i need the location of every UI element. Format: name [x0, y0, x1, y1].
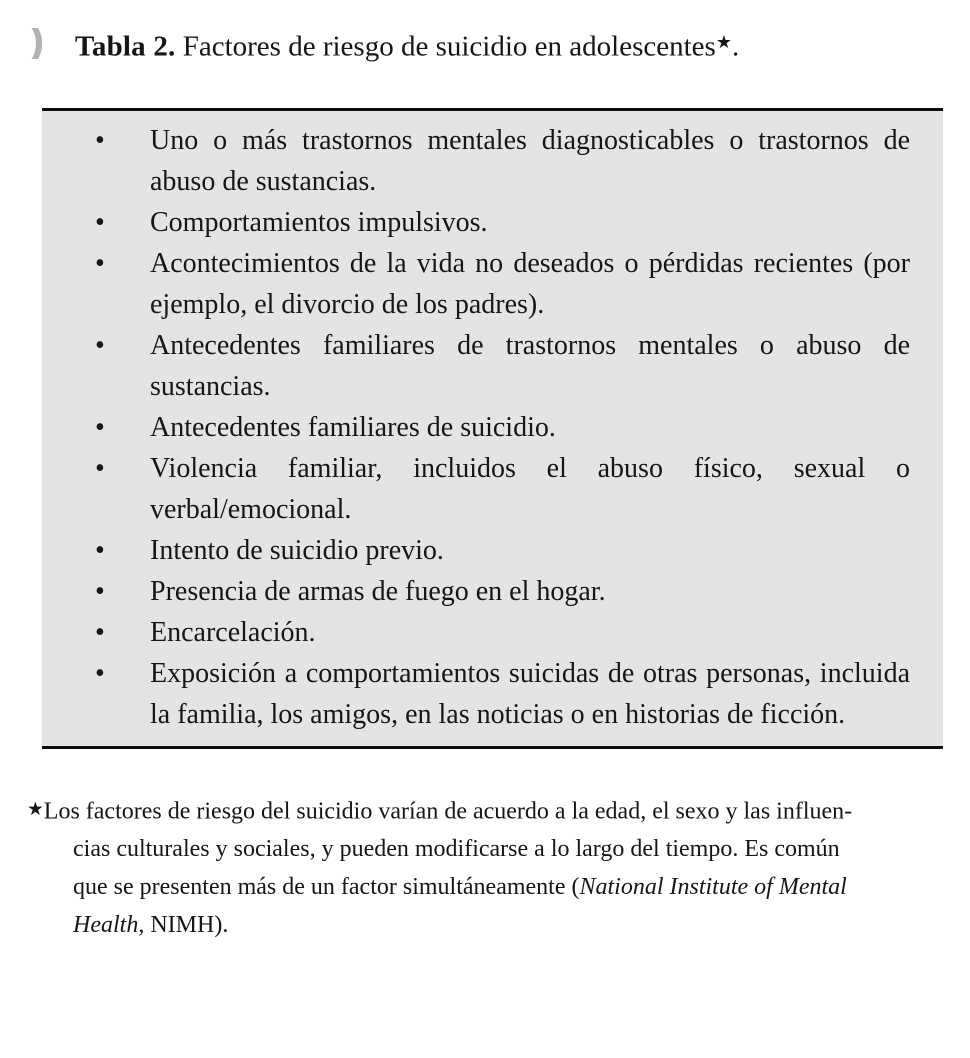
table-figure — [0, 25, 970, 944]
caption-marker-icon — [30, 28, 47, 59]
footnote-line — [27, 868, 952, 906]
bullet-icon: • — [95, 575, 105, 607]
risk-factor-text: Antecedentes familiares de suicidio. — [150, 411, 556, 443]
table-caption — [30, 25, 940, 65]
risk-factor-text: Encarcelación. — [150, 616, 316, 648]
bullet-icon: • — [95, 616, 105, 648]
list-item — [95, 653, 910, 735]
bullet-icon: • — [95, 329, 105, 361]
list-item — [95, 448, 910, 530]
bullet-icon: • — [95, 247, 105, 279]
bullet-icon: • — [95, 124, 105, 156]
bullet-icon: • — [95, 534, 105, 566]
list-item — [95, 120, 910, 202]
risk-factor-text: Comportamientos impulsivos. — [150, 206, 488, 238]
footnote-text: que se presenten más de un factor simultáneamente ( — [73, 873, 580, 900]
footnote-citation-italic: Health — [73, 911, 139, 938]
risk-factor-text: Acontecimientos de la vida no deseados o pérdidas recientes (por ejemplo, el divorcio de los padres). — [150, 247, 910, 320]
list-item — [95, 202, 910, 243]
bullet-icon: • — [95, 206, 105, 238]
bullet-icon: • — [95, 452, 105, 484]
risk-factors-box — [42, 108, 943, 749]
footnote-line — [27, 830, 952, 868]
list-item — [95, 530, 910, 571]
asterisk-star-icon: ★ — [715, 32, 732, 53]
list-item — [95, 243, 910, 325]
list-item — [95, 325, 910, 407]
footnote-citation-italic: National Institute of Mental — [579, 873, 847, 900]
footnote-line — [27, 906, 952, 944]
footnote-text: cias culturales y sociales, y pueden modificarse a lo largo del tiempo. Es común — [73, 835, 840, 862]
footnote-line — [27, 791, 952, 830]
list-item — [95, 407, 910, 448]
caption-label: Tabla 2. — [75, 30, 176, 63]
footnote-text: Los factores de riesgo del suicidio varían de acuerdo a la edad, el sexo y las influen- — [43, 797, 853, 824]
risk-factor-text: Intento de suicidio previo. — [150, 534, 444, 566]
risk-factor-text: Uno o más trastornos mentales diagnosticables o trastornos de abuso de sustancias. — [150, 124, 910, 197]
risk-factor-text: Presencia de armas de fuego en el hogar. — [150, 575, 606, 607]
asterisk-star-icon: ★ — [27, 798, 44, 820]
caption-text — [75, 25, 739, 65]
footnote-text: , NIMH). — [138, 911, 229, 938]
footnote — [27, 791, 952, 944]
list-item — [95, 612, 910, 653]
bullet-icon: • — [95, 411, 105, 443]
risk-factor-text: Antecedentes familiares de trastornos mentales o abuso de sustancias. — [150, 329, 910, 402]
bullet-icon: • — [95, 657, 105, 689]
list-item — [95, 571, 910, 612]
caption-title: Factores de riesgo de suicidio en adolescentes — [175, 30, 716, 63]
risk-factor-text: Violencia familiar, incluidos el abuso físico, sexual o verbal/emocional. — [150, 452, 910, 525]
caption-period: . — [731, 30, 740, 63]
risk-factor-text: Exposición a comportamientos suicidas de otras personas, incluida la familia, los amigos, en las noticias o en historias de ficción. — [150, 657, 910, 730]
